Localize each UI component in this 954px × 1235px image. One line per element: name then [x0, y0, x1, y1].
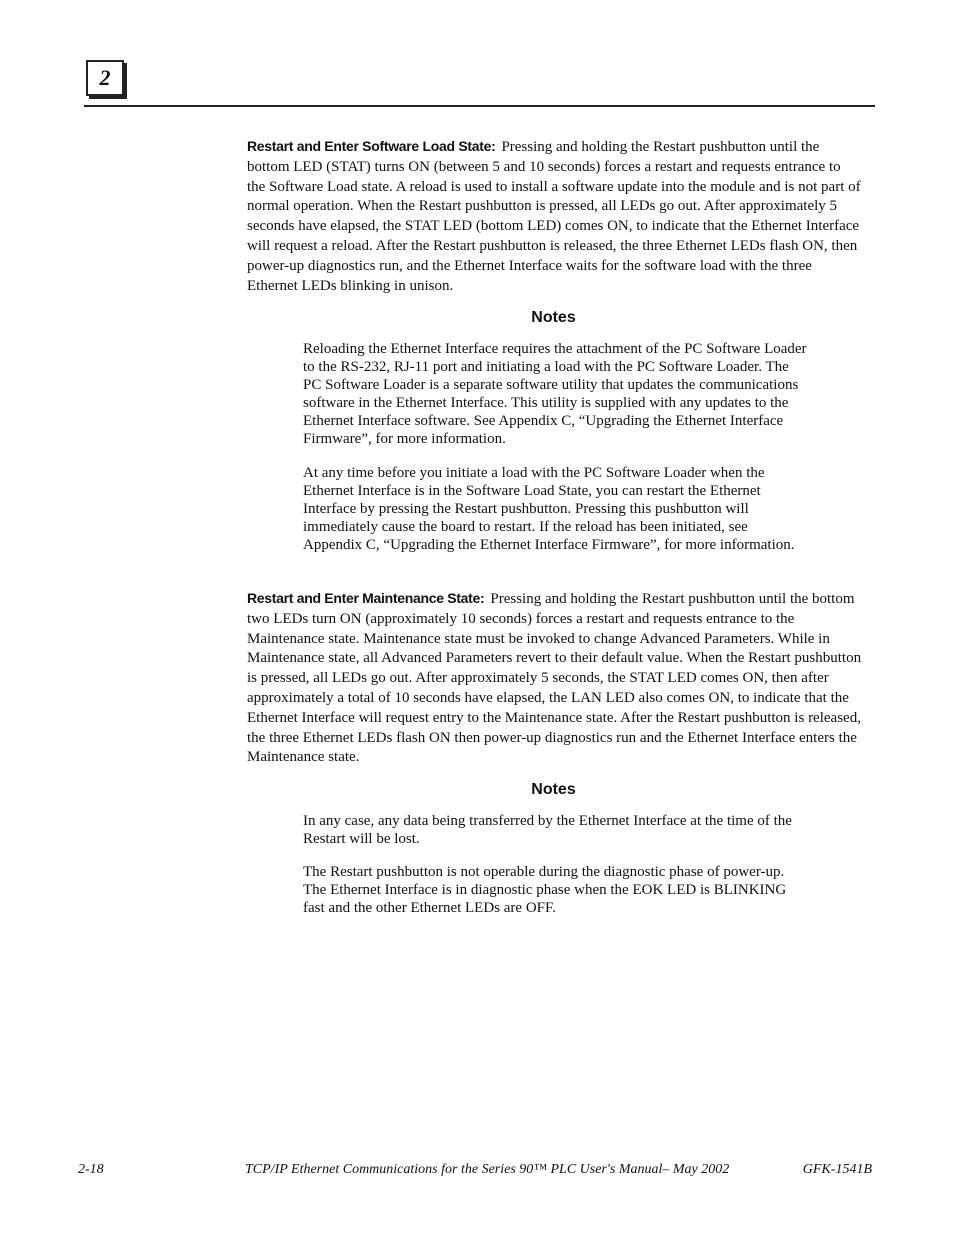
note-paragraph: At any time before you initiate a load with the PC Software Loader when the Ethernet Interface is in the Software Load State, you can restart the Ethernet Interface by pressing the Restart pushbutton. Pressing this pushbutton will immediately cause the board to restart. If the reload has been initiated, see Appendix C, “Upgrading the Ethernet Interface Firmware”, for more information. — [303, 465, 795, 553]
section-heading: Restart and Enter Software Load State: — [247, 138, 496, 154]
note-paragraph: The Restart pushbutton is not operable during the diagnostic phase of power-up. The Ethernet Interface is in diagnostic phase when the EOK LED is BLINKING fast and the other Ethernet LEDs are OFF. — [303, 864, 787, 916]
note-paragraph: In any case, any data being transferred by the Ethernet Interface at the time of the Restart will be lost. — [303, 813, 792, 847]
maintenance-section — [247, 589, 862, 768]
footer-title: TCP/IP Ethernet Communications for the Series 90™ PLC User's Manual– May 2002 — [245, 1162, 730, 1177]
notes-heading: Notes — [531, 309, 576, 326]
header-rule — [84, 105, 875, 107]
chapter-number: 2 — [99, 65, 111, 90]
notes-heading: Notes — [531, 781, 576, 798]
section-body: Pressing and holding the Restart pushbutton until the bottom two LEDs turn ON (approximately 10 seconds) forces a restart and requests entrance to the Maintenance state. Maintenance state must be invoked to change Advanced Parameters. While in Maintenance state, all Advanced Parameters revert to their default value. When the Restart pushbutton is pressed, all LEDs go out. After approximately 5 seconds, the STAT LED comes ON, then after approximately a total of 10 seconds have elapsed, the LAN LED also comes ON, to indicate that the Ethernet Interface will request entry to the Maintenance state. After the Restart pushbutton is released, the three Ethernet LEDs flash ON then power-up diagnostics run and the Ethernet Interface enters the Maintenance state. — [247, 591, 862, 766]
footer-page-number: 2-18 — [78, 1162, 104, 1177]
chapter-number-box — [86, 60, 124, 96]
footer-doc-id: GFK-1541B — [802, 1162, 872, 1177]
section-body: Pressing and holding the Restart pushbutton until the bottom LED (STAT) turns ON (between 5 and 10 seconds) forces a restart and requests entrance to the Software Load state. A reload is used to install a software update into the module and is not part of normal operation. When the Restart pushbutton is pressed, all LEDs go out. After approximately 5 seconds have elapsed, the STAT LED (bottom LED) comes ON, to indicate that the Ethernet Interface will request a reload. After the Restart pushbutton is released, the three Ethernet LEDs flash ON, then power-up diagnostics run, and the Ethernet Interface waits for the software load with the three Ethernet LEDs blinking in unison. — [247, 139, 861, 294]
note-paragraph: Reloading the Ethernet Interface requires the attachment of the PC Software Loader to the RS-232, RJ-11 port and initiating a load with the PC Software Loader. The PC Software Loader is a separate software utility that updates the communications software in the Ethernet Interface. This utility is supplied with any updates to the Ethernet Interface software. See Appendix C, “Upgrading the Ethernet Interface Firmware”, for more information. — [303, 341, 807, 447]
section-heading: Restart and Enter Maintenance State: — [247, 590, 485, 606]
software-load-section — [247, 137, 862, 296]
